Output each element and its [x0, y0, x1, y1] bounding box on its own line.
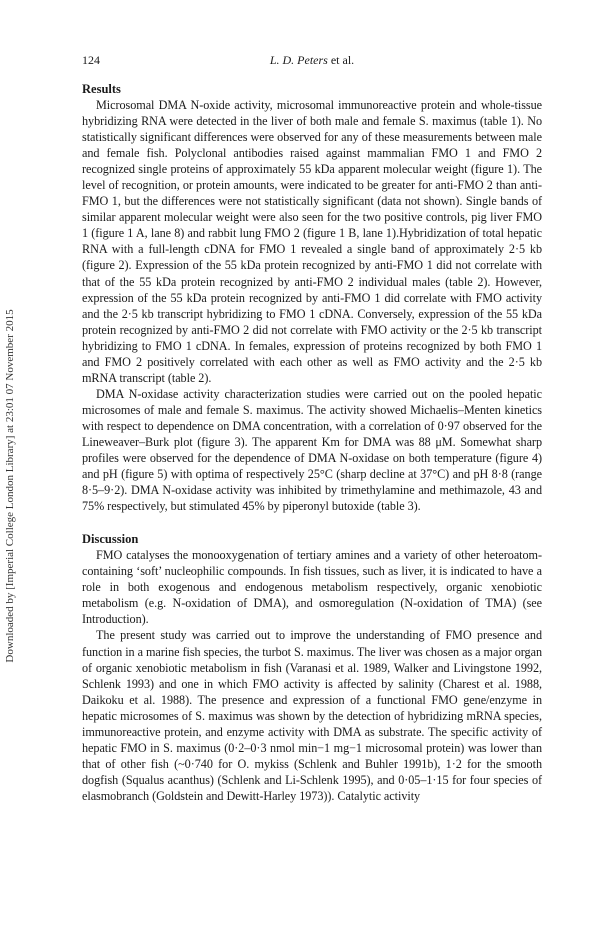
section-gap [82, 514, 542, 531]
results-heading: Results [82, 82, 121, 96]
results-paragraph-2: DMA N-oxidase activity characterization studies were carried out on the pooled hepatic microsomes of male and female S. maximus. The activity showed Michaelis–Menten kinetics with respect to dependence on DMA concentration, with a correlation of 0·97 observed for the Lineweaver–Burk plot (figure 3). The apparent Km for DMA was 88 μM. Somewhat sharp profiles were observed for the dependence of DMA N-oxidase on both temperature (figure 4) and pH (figure 5) with optima of respectively 25°C (sharp decline at 37°C) and pH 8·8 (range 8·5–9·2). DMA N-oxidase activity was inhibited by trimethylamine and methimazole, 43 and 75% respectively, but stimulated 45% by piperonyl butoxide (table 3). [82, 386, 542, 514]
running-head-author: L. D. Peters [269, 53, 328, 67]
running-head [82, 53, 542, 68]
download-note: Downloaded by [Imperial College London Library] at 23:01 07 November 2015 [4, 309, 16, 663]
discussion-paragraph-2: The present study was carried out to improve the understanding of FMO presence and function in a marine fish species, the turbot S. maximus. The liver was chosen as a major organ of organic xenobiotic metabolism in fish (Varanasi et al. 1989, Walker and Livingstone 1992, Schlenk 1993) and one in which FMO activity is affected by salinity (Charest et al. 1988, Daikoku et al. 1988). The presence and expression of a functional FMO gene/enzyme in hepatic microsomes of S. maximus was shown by the detection of hybridizing mRNA species, immunoreactive protein, and enzyme activity with DMA as substrate. The specific activity of hepatic FMO in S. maximus (0·2–0·3 nmol min−1 mg−1 microsomal protein) was lower than that of other fish (~0·740 for O. mykiss (Schlenk and Buhler 1991b), 1·2 for the smooth dogfish (Squalus acanthus) (Schlenk and Li-Schlenk 1995), and 0·05–1·15 for four species of elasmobranch (Goldstein and Dewitt-Harley 1973)). Catalytic activity [82, 628, 542, 803]
discussion-paragraph-1: FMO catalyses the monooxygenation of tertiary amines and a variety of other heteroatom-containing ‘soft’ nucleophilic compounds. In fish tissues, such as liver, it is indicated to have a role in both exogenous and endogenous metabolism respectively, organic xenobiotic metabolism (e.g. N-oxidation of DMA), and osmoregulation (N-oxidation of TMA) (see Introduction). [82, 548, 542, 627]
page-number: 124 [82, 53, 100, 67]
discussion-heading: Discussion [82, 532, 139, 547]
text-column [82, 81, 542, 804]
running-head-suffix: et al. [327, 53, 355, 67]
page-header [82, 53, 542, 69]
download-watermark [2, 276, 18, 696]
results-paragraph-1: Microsomal DMA N-oxide activity, microsomal immunoreactive protein and whole-tissue hybridizing RNA were detected in the liver of both male and female S. maximus (table 1). No statistically significant differences were observed for any of these measurements between male and female fish. Polyclonal antibodies raised against mammalian FMO 1 and FMO 2 recognized single proteins of approximately 55 kDa apparent molecular weight (figure 1). The level of recognition, or protein amounts, were indicated to be greater for anti-FMO 2 than anti-FMO 1, but the differences were not statistically significant (data not shown). Single bands of similar apparent molecular weight were also seen for the two positive controls, pig liver FMO 1 (figure 1 A, lane 8) and rabbit lung FMO 2 (figure 1 B, lane 1).Hybridization of total hepatic RNA with a full-length cDNA for FMO 1 revealed a single band of approximately 2·5 kb (figure 2). Expression of the 55 kDa protein recognized by anti-FMO 1 did not correlate with that of the 55 kDa protein recognized by anti-FMO 2 individual males (table 2). However, expression of the 55 kDa protein recognized by anti-FMO 1 did correlate with FMO activity and the 2·5 kb transcript hybridizing to FMO 1 cDNA. Conversely, expression of the 55 kDa protein recognized by anti-FMO 2 did not correlate with FMO activity or the 2·5 kb transcript hybridizing to FMO 1 cDNA. In females, expression of proteins recognized by both FMO 1 and FMO 2 positively correlated with each other as well as FMO activity and the 2·5 kb mRNA transcript (table 2). [82, 98, 542, 385]
